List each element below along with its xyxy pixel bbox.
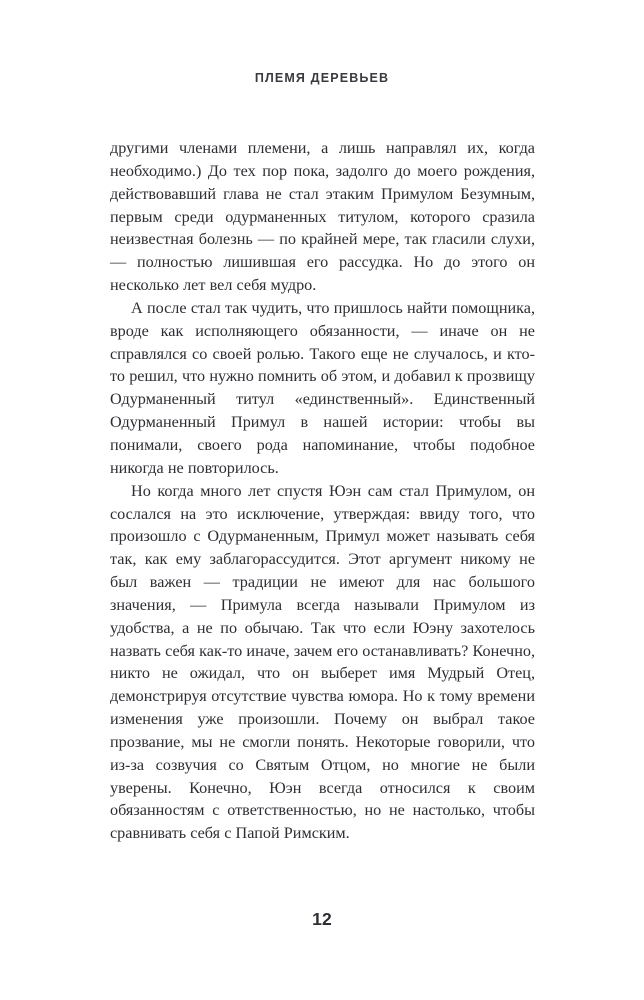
running-header-title: ПЛЕМЯ ДЕРЕВЬЕВ: [254, 71, 390, 85]
paragraph-2: А после стал так чудить, что пришлось найти помощника, вроде как исполняющего обязанности, — иначе он не справлялся со своей ролью. Такого еще не случалось, и кто-то решил, что нужно помнить об этом, и добавил к прозвищу Одурманенный титул «единственный». Единственный Одурманенный Примул в нашей истории: чтобы вы понимали, своего рода напоминание, чтобы подобное никогда не повторилось.: [110, 298, 535, 477]
paragraph-3: Но когда много лет спустя Юэн сам стал Примулом, он сослался на это исключение, утверждая: ввиду того, что произошло с Одурманенным, Примул может называть себя так, как ему заблагорассудится. Этот аргумент никому не был важен — традиции не имеют для нас большого значения, — Примула всегда называли Примулом из удобства, а не по обычаю. Так что если Юэну захотелось назвать себя как-то иначе, зачем его останавливать? Конечно, никто не ожидал, что он выберет имя Мудрый Отец, демонстрируя отсутствие чувства юмора. Но к тому времени изменения уже произошли. Почему он выбрал такое прозвание, мы не смогли понять. Некоторые говорили, что из-за созвучия со Святым Отцом, но многие не были уверены. Конечно, Юэн всегда относился к своим обязанностям с ответственностью, но не настолько, чтобы сравнивать себя с Папой Римским.: [110, 481, 535, 843]
page-number: 12: [312, 909, 332, 929]
body-text-block: [110, 137, 535, 845]
paragraph-1: другими членами племени, а лишь направлял их, когда необходимо.) До тех пор пока, задолго до моего рождения, действовавший глава не стал этаким Примулом Безумным, первым среди одурманенных титулом, которого сразила неизвестная болезнь — по крайней мере, так гласили слухи, — полностью лишившая его рассудка. Но до этого он несколько лет вел себя мудро.: [110, 139, 535, 295]
